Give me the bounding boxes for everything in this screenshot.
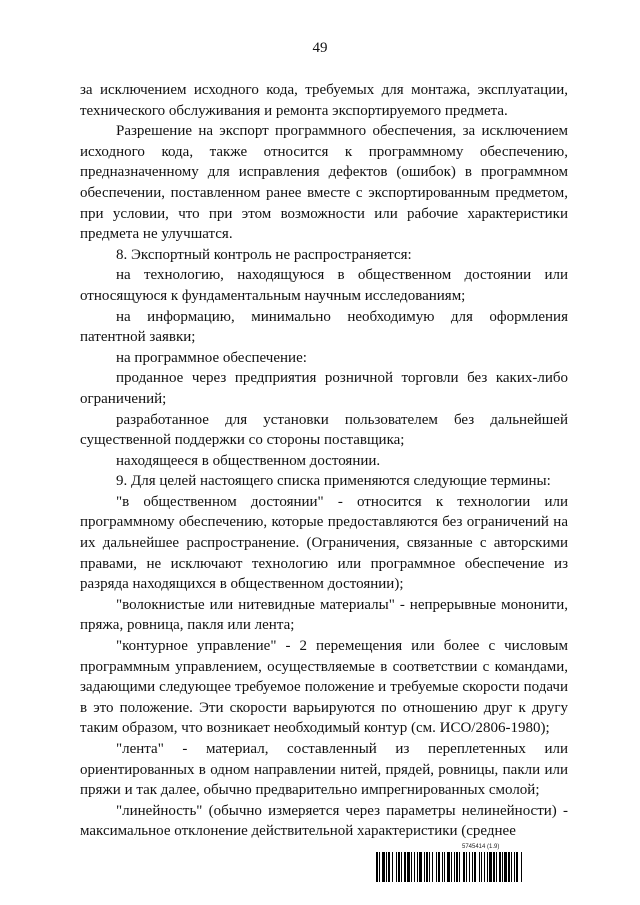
paragraph-11: "в общественном достоянии" - относится к технологии или программному обеспечению, которые предоставляются без ограничений на их дальнейшее распространение. (Ограничения, связанные с авторскими правами, не исключают технологию или программное обеспечение из разряда находящихся в общественном достоянии); xyxy=(80,493,568,593)
document-body xyxy=(80,80,568,842)
paragraph-10: 9. Для целей настоящего списка применяются следующие термины: xyxy=(116,473,551,490)
barcode-bars xyxy=(376,852,522,882)
paragraph-13: "контурное управление" - 2 перемещения или более с числовым программным управлением, осуществляемые в соответствии с командами, задающими следующее требуемое положение и требуемые скорости подачи в это положение. Эти скорости варьируются по отношению друг к другу таким образом, что возникает необходимый контур (см. ИСО/2806-1980); xyxy=(80,638,568,737)
paragraph-14: "лента" - материал, составленный из переплетенных или ориентированных в одном направлении нитей, прядей, ровницы, пакли или пряжи и так далее, обычно предварительно импрегнированных смолой; xyxy=(80,741,568,799)
paragraph-8: разработанное для установки пользователем без дальнейшей существенной поддержки со стороны поставщика; xyxy=(80,411,568,449)
paragraph-7: проданное через предприятия розничной торговли без каких-либо ограничений; xyxy=(80,370,568,407)
paragraph-2: Разрешение на экспорт программного обеспечения, за исключением исходного кода, также относится к программному обеспечению, предназначенному для исправления дефектов (ошибок) в программном обеспечении, поставленном ранее вместе с экспортированным предметом, при условии, что при этом возможности или рабочие характеристики предмета не улучшатся. xyxy=(80,123,568,243)
barcode xyxy=(376,852,568,882)
paragraph-4: на технологию, находящуюся в общественном достоянии или относящуюся к фундаментальным научным исследованиям; xyxy=(80,267,568,304)
paragraph-9: находящееся в общественном достоянии. xyxy=(116,452,381,469)
document-code: 5745414 (1.9) xyxy=(462,844,500,850)
paragraph-3: 8. Экспортный контроль не распространяется: xyxy=(116,246,412,263)
paragraph-1: за исключением исходного кода, требуемых для монтажа, эксплуатации, технического обслуживания и ремонта экспортируемого предмета. xyxy=(80,82,568,119)
paragraph-12: "волокнистые или нитевидные материалы" - непрерывные мононити, пряжа, ровница, пакля или лента; xyxy=(80,596,568,634)
paragraph-15: "линейность" (обычно измеряется через параметры нелинейности) - максимальное отклонение действительной характеристики (среднее xyxy=(80,802,568,840)
page-number: 49 xyxy=(312,40,328,56)
paragraph-6: на программное обеспечение: xyxy=(116,349,307,366)
paragraph-5: на информацию, минимально необходимую для оформления патентной заявки; xyxy=(80,308,568,346)
